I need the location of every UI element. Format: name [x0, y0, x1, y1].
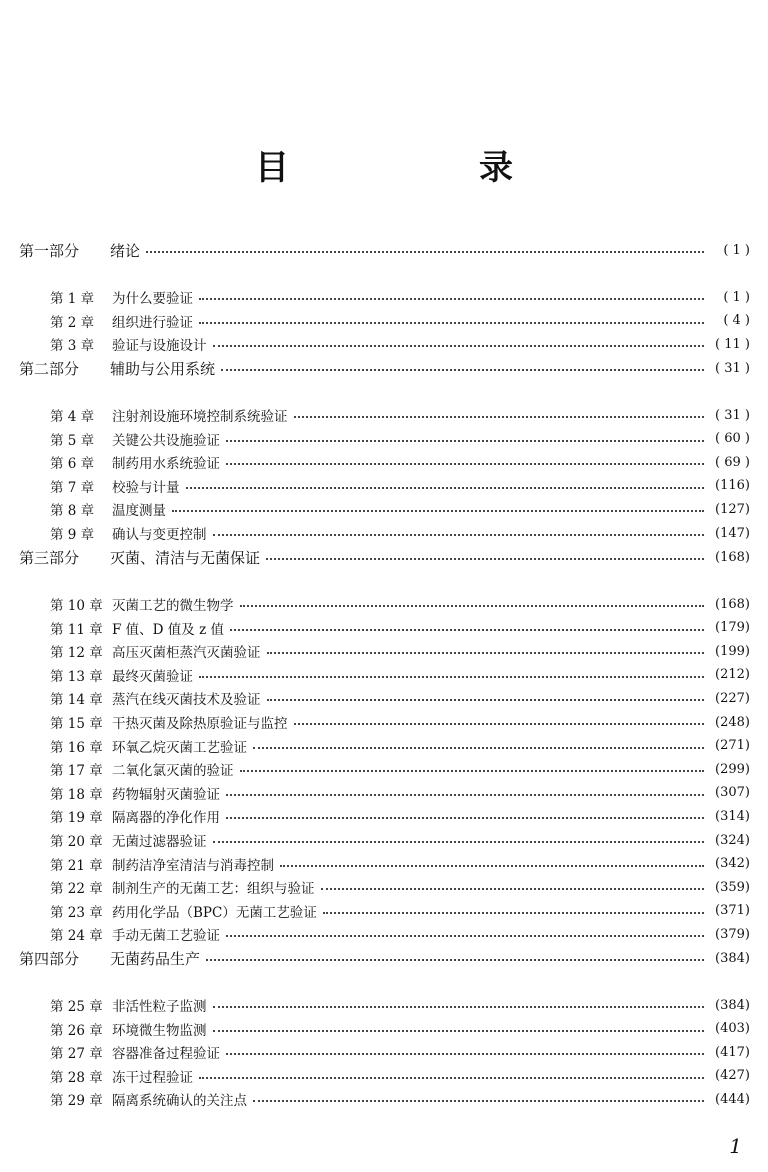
chapter-page: (371)	[715, 903, 750, 919]
toc-chapter-row[interactable]	[50, 686, 750, 710]
toc-chapter-row[interactable]	[50, 592, 750, 616]
chapter-title: 冻干过程验证	[112, 1069, 193, 1086]
dot-leader	[267, 699, 705, 701]
part-page: (384)	[715, 950, 750, 966]
chapter-page: (168)	[715, 596, 750, 612]
chapter-title: 灭菌工艺的微生物学	[112, 598, 234, 614]
chapter-title: 制药用水系统验证	[112, 456, 220, 473]
toc-chapter-row[interactable]	[50, 804, 750, 828]
chapter-number: 第 2 章	[50, 314, 95, 331]
chapter-number: 第 24 章	[50, 928, 103, 945]
chapter-title: 容器准备过程验证	[112, 1046, 220, 1063]
dot-leader	[253, 1100, 704, 1102]
chapter-title: 环境微生物监测	[112, 1022, 207, 1039]
dot-leader	[323, 912, 704, 914]
chapter-page: (379)	[715, 926, 750, 942]
toc-chapter-row[interactable]	[50, 993, 750, 1017]
toc-part-row[interactable]	[19, 946, 750, 970]
chapter-page: (324)	[715, 832, 750, 848]
chapter-number: 第 6 章	[50, 456, 95, 473]
chapter-page: (116)	[715, 478, 750, 494]
chapter-number: 第 21 章	[50, 857, 103, 874]
dot-leader	[240, 770, 705, 772]
chapter-title: 最终灭菌验证	[112, 668, 193, 685]
chapter-title: 制剂生产的无菌工艺：组织与验证	[112, 881, 315, 898]
chapter-page: (342)	[715, 856, 750, 872]
toc-part-row[interactable]	[19, 238, 750, 262]
chapter-number: 第 29 章	[50, 1093, 103, 1110]
chapter-page: (417)	[715, 1044, 750, 1060]
chapter-page: (384)	[715, 997, 750, 1013]
toc-chapter-row[interactable]	[50, 663, 750, 687]
toc-chapter-row[interactable]	[50, 403, 750, 427]
page-number: 1	[729, 1134, 742, 1158]
chapter-number: 第 7 章	[50, 479, 95, 496]
dot-leader	[230, 629, 704, 631]
dot-leader	[253, 747, 704, 749]
chapter-title: 验证与设施设计	[112, 338, 207, 355]
chapter-title: 高压灭菌柜蒸汽灭菌验证	[112, 645, 261, 662]
chapter-title: 确认与变更控制	[112, 527, 207, 543]
toc-chapter-row[interactable]	[50, 474, 750, 498]
chapter-page: (212)	[715, 667, 750, 683]
toc-chapter-row[interactable]	[50, 1040, 750, 1064]
toc-part-row[interactable]	[19, 356, 750, 380]
toc-chapter-row[interactable]	[50, 639, 750, 663]
dot-leader	[221, 369, 704, 371]
toc-chapter-row[interactable]	[50, 285, 750, 309]
toc-chapter-row[interactable]	[50, 427, 750, 451]
chapter-number: 第 9 章	[50, 527, 95, 543]
toc-chapter-row[interactable]	[50, 1064, 750, 1088]
chapter-page: (199)	[715, 643, 750, 659]
chapter-number: 第 16 章	[50, 739, 103, 756]
toc-chapter-row[interactable]	[50, 497, 750, 521]
dot-leader	[199, 676, 704, 678]
chapter-number: 第 5 章	[50, 432, 95, 449]
chapter-title: 手动无菌工艺验证	[112, 928, 220, 945]
part-number: 第三部分	[19, 548, 80, 567]
chapter-number: 第 1 章	[50, 291, 95, 307]
chapter-page: (359)	[715, 879, 750, 895]
dot-leader	[226, 1053, 704, 1055]
chapter-title: 温度测量	[112, 503, 166, 520]
dot-leader	[280, 865, 704, 867]
part-number: 第四部分	[19, 949, 80, 968]
chapter-number: 第 25 章	[50, 999, 103, 1015]
toc-chapter-row[interactable]	[50, 828, 750, 852]
toc-chapter-row[interactable]	[50, 852, 750, 876]
chapter-title: 关键公共设施验证	[112, 432, 220, 449]
toc-chapter-row[interactable]	[50, 875, 750, 899]
chapter-number: 第 14 章	[50, 692, 103, 709]
dot-leader	[199, 322, 704, 324]
toc-chapter-row[interactable]	[50, 450, 750, 474]
chapter-number: 第 8 章	[50, 503, 95, 520]
part-page: ( 31 )	[715, 360, 750, 376]
dot-leader	[266, 558, 704, 560]
toc-chapter-row[interactable]	[50, 781, 750, 805]
chapter-page: ( 60 )	[715, 431, 750, 447]
part-number: 第二部分	[19, 359, 80, 378]
dot-leader	[267, 652, 705, 654]
chapter-page: (179)	[715, 620, 750, 636]
chapter-title: 二氧化氯灭菌的验证	[112, 763, 234, 780]
chapter-page: (271)	[715, 738, 750, 754]
chapter-page: (248)	[715, 714, 750, 730]
dot-leader	[199, 1077, 704, 1079]
chapter-page: ( 1 )	[723, 289, 750, 305]
chapter-title: 为什么要验证	[112, 291, 193, 307]
chapter-page: ( 31 )	[715, 407, 750, 423]
chapter-number: 第 3 章	[50, 338, 95, 355]
chapter-page: ( 4 )	[723, 313, 750, 329]
part-title: 灭菌、清洁与无菌保证	[110, 548, 261, 567]
chapter-page: (299)	[715, 761, 750, 777]
dot-leader	[186, 487, 705, 489]
dot-leader	[206, 959, 704, 961]
chapter-page: (147)	[715, 525, 750, 541]
part-page: ( 1 )	[723, 242, 750, 258]
chapter-title: 隔离系统确认的关注点	[112, 1093, 247, 1110]
dot-leader	[213, 345, 705, 347]
chapter-number: 第 28 章	[50, 1069, 103, 1086]
chapter-title: 注射剂设施环境控制系统验证	[112, 409, 288, 425]
toc-chapter-row[interactable]	[50, 922, 750, 946]
chapter-number: 第 18 章	[50, 786, 103, 803]
chapter-number: 第 23 章	[50, 904, 103, 921]
chapter-number: 第 4 章	[50, 409, 95, 425]
chapter-page: (403)	[715, 1021, 750, 1037]
dot-leader	[226, 463, 704, 465]
chapter-number: 第 15 章	[50, 716, 103, 732]
toc-chapter-row[interactable]	[50, 616, 750, 640]
chapter-title: 校验与计量	[112, 479, 180, 496]
chapter-title: 药用化学品（BPC）无菌工艺验证	[112, 904, 317, 921]
chapter-title: 药物辐射灭菌验证	[112, 786, 220, 803]
dot-leader	[172, 510, 704, 512]
chapter-title: 隔离器的净化作用	[112, 810, 220, 827]
dot-leader	[294, 723, 705, 725]
chapter-number: 第 10 章	[50, 598, 103, 614]
chapter-page: (127)	[715, 501, 750, 517]
chapter-number: 第 17 章	[50, 763, 103, 780]
toc-chapter-row[interactable]	[50, 757, 750, 781]
chapter-title: F 值、D 值及 z 值	[112, 621, 224, 638]
chapter-page: ( 69 )	[715, 454, 750, 470]
part-page: (168)	[715, 549, 750, 565]
dot-leader	[213, 841, 705, 843]
toc-chapter-row[interactable]	[50, 309, 750, 333]
dot-leader	[240, 605, 705, 607]
chapter-title: 蒸汽在线灭菌技术及验证	[112, 692, 261, 709]
part-number: 第一部分	[19, 241, 80, 260]
chapter-page: (314)	[715, 808, 750, 824]
chapter-title: 无菌过滤器验证	[112, 834, 207, 850]
dot-leader	[226, 935, 704, 937]
chapter-number: 第 27 章	[50, 1046, 103, 1063]
toc-chapter-row[interactable]	[50, 332, 750, 356]
toc-chapter-row[interactable]	[50, 521, 750, 545]
chapter-number: 第 19 章	[50, 810, 103, 827]
chapter-title: 干热灭菌及除热原验证与监控	[112, 716, 288, 732]
chapter-page: (307)	[715, 785, 750, 801]
dot-leader	[294, 416, 705, 418]
toc-chapter-row[interactable]	[50, 1087, 750, 1111]
toc-chapter-row[interactable]	[50, 734, 750, 758]
dot-leader	[213, 1006, 705, 1008]
chapter-page: (444)	[715, 1091, 750, 1107]
toc-chapter-row[interactable]	[50, 1017, 750, 1041]
chapter-page: (427)	[715, 1068, 750, 1084]
chapter-number: 第 20 章	[50, 834, 103, 850]
dot-leader	[226, 817, 704, 819]
chapter-title: 组织进行验证	[112, 314, 193, 331]
chapter-title: 制药洁净室清洁与消毒控制	[112, 857, 274, 874]
dot-leader	[199, 298, 704, 300]
chapter-number: 第 12 章	[50, 645, 103, 662]
part-title: 无菌药品生产	[110, 949, 201, 968]
chapter-number: 第 11 章	[50, 621, 103, 638]
dot-leader	[146, 251, 704, 253]
chapter-title: 环氧乙烷灭菌工艺验证	[112, 739, 247, 756]
dot-leader	[213, 534, 705, 536]
toc-chapter-row[interactable]	[50, 899, 750, 923]
page-title: 目 录	[255, 148, 591, 188]
part-title: 绪论	[110, 241, 141, 260]
chapter-number: 第 26 章	[50, 1022, 103, 1039]
dot-leader	[226, 794, 704, 796]
dot-leader	[226, 440, 704, 442]
chapter-page: (227)	[715, 690, 750, 706]
dot-leader	[213, 1030, 705, 1032]
dot-leader	[321, 888, 705, 890]
chapter-number: 第 13 章	[50, 668, 103, 685]
toc-part-row[interactable]	[19, 545, 750, 569]
chapter-title: 非活性粒子监测	[112, 999, 207, 1015]
chapter-number: 第 22 章	[50, 881, 103, 898]
chapter-page: ( 11 )	[715, 336, 750, 352]
part-title: 辅助与公用系统	[110, 359, 216, 378]
toc-chapter-row[interactable]	[50, 710, 750, 734]
